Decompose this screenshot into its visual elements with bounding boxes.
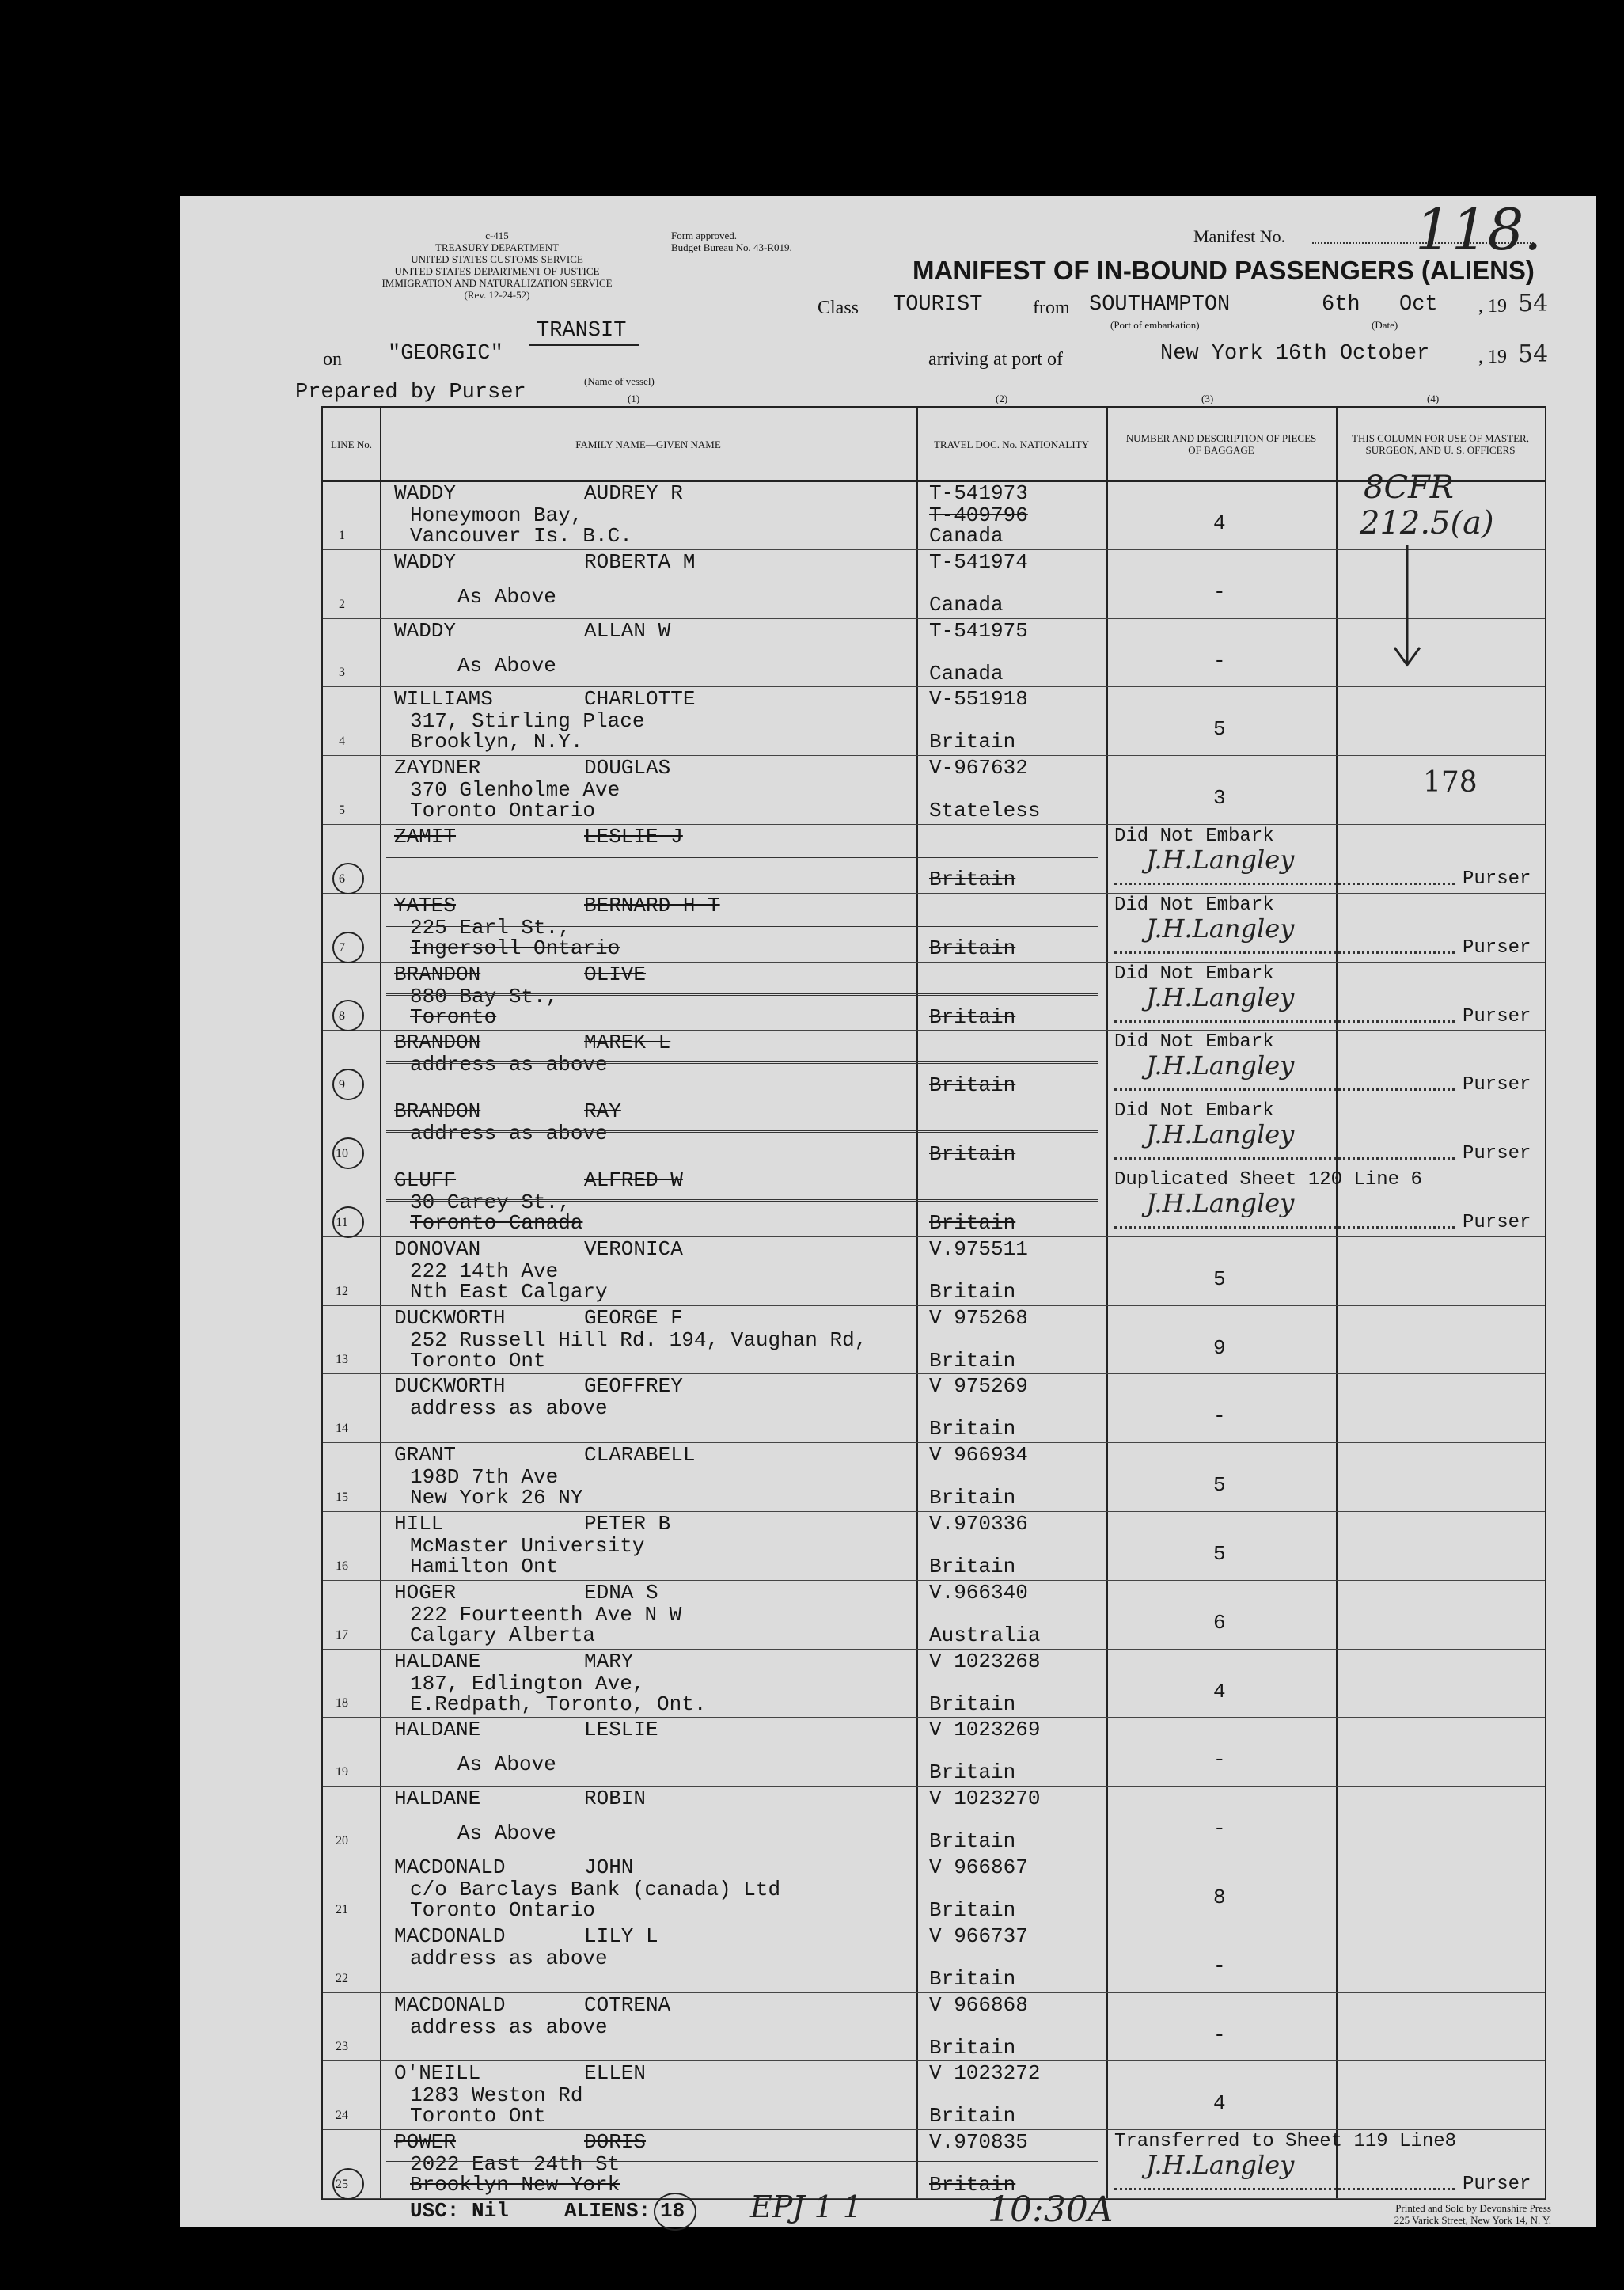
table-row bbox=[323, 1717, 1545, 1786]
approval-block bbox=[671, 230, 792, 253]
baggage-count: 9 bbox=[1213, 1335, 1226, 1360]
nationality: Australia bbox=[929, 1623, 1041, 1647]
family-name: DUCKWORTH bbox=[394, 1305, 506, 1330]
line-number: 10 bbox=[336, 1146, 348, 1160]
family-name: WILLIAMS bbox=[394, 687, 493, 712]
baggage-count: 4 bbox=[1213, 2091, 1226, 2116]
line-number: 3 bbox=[339, 666, 345, 680]
table-row bbox=[323, 1786, 1545, 1855]
travel-doc-number: T-541974 bbox=[929, 549, 1028, 574]
line-number: 8 bbox=[339, 1009, 345, 1023]
travel-doc-number: V 1023268 bbox=[929, 1649, 1041, 1673]
year-suffix: 54 bbox=[1518, 290, 1549, 317]
transit-underline bbox=[529, 344, 639, 346]
arriving-value: New York 16th October bbox=[1160, 342, 1430, 366]
date-month: Oct bbox=[1399, 293, 1438, 317]
dotted-leader bbox=[1114, 2188, 1455, 2190]
address-line-1: 1283 Weston Rd bbox=[410, 2083, 583, 2108]
line-number: 11 bbox=[336, 1215, 348, 1229]
given-name: JOHN bbox=[584, 1855, 634, 1879]
given-name: DORIS bbox=[584, 2130, 647, 2155]
nationality: Britain bbox=[929, 1898, 1016, 1922]
nationality: Britain bbox=[929, 2035, 1016, 2060]
address-line-1: 30 Carey St., bbox=[410, 1191, 571, 1214]
table-row bbox=[323, 1649, 1545, 1718]
baggage-count: 5 bbox=[1213, 717, 1226, 742]
address-line-1: address as above bbox=[410, 1122, 608, 1146]
class-label: Class bbox=[818, 298, 859, 318]
aliens-label: ALIENS: bbox=[564, 2199, 651, 2223]
baggage-remark: Transferred to Sheet 119 Line8 bbox=[1114, 2131, 1457, 2153]
address-line-2: Toronto bbox=[410, 1004, 497, 1029]
dotted-leader bbox=[1114, 1226, 1455, 1229]
address-line-1: address as above bbox=[410, 1396, 608, 1421]
address-line-1: Honeymoon Bay, bbox=[410, 503, 583, 527]
year-prefix: , 19 bbox=[1478, 296, 1507, 317]
nationality: Canada bbox=[929, 592, 1004, 617]
family-name: HALDANE bbox=[394, 1718, 481, 1742]
given-name: VERONICA bbox=[584, 1236, 683, 1261]
address-line-2: Hamilton Ont bbox=[410, 1555, 559, 1578]
address-line-1: 198D 7th Ave bbox=[410, 1465, 559, 1490]
purser-label: Purser bbox=[1463, 1005, 1531, 1027]
cancel-dashes bbox=[386, 1199, 1098, 1202]
family-name: GRANT bbox=[394, 1443, 457, 1468]
purser-label: Purser bbox=[1463, 1143, 1531, 1165]
vessel-name: "GEORGIC" bbox=[388, 342, 503, 366]
purser-signature: J.H.Langley bbox=[1146, 2150, 1295, 2181]
address-line-2: Brooklyn, N.Y. bbox=[410, 730, 583, 754]
table-row bbox=[323, 1030, 1545, 1099]
family-name: WADDY bbox=[394, 549, 457, 574]
budget-bureau: Budget Bureau No. 43-R019. bbox=[671, 241, 792, 253]
line-number: 24 bbox=[336, 2109, 348, 2123]
baggage-count: 4 bbox=[1213, 1679, 1226, 1703]
col-num-4: (4) bbox=[1427, 393, 1440, 404]
line-number: 15 bbox=[336, 1490, 348, 1504]
table-row bbox=[323, 1099, 1545, 1168]
nationality: Britain bbox=[929, 1486, 1016, 1510]
date-caption: (Date) bbox=[1372, 319, 1398, 331]
travel-doc-number: V 966934 bbox=[929, 1443, 1028, 1468]
table-row bbox=[323, 686, 1545, 755]
class-value: TOURIST bbox=[893, 293, 983, 317]
table-row bbox=[323, 1511, 1545, 1580]
family-name: O'NEILL bbox=[394, 2061, 481, 2086]
address-line-2: Nth East Calgary bbox=[410, 1279, 608, 1304]
table-row bbox=[323, 2129, 1545, 2198]
line-number: 17 bbox=[336, 1627, 348, 1642]
dotted-leader bbox=[1114, 883, 1455, 885]
line-number: 23 bbox=[336, 2040, 348, 2054]
arriving-label: arriving at port of bbox=[928, 349, 1063, 370]
given-name: OLIVE bbox=[584, 962, 647, 986]
form-revision: (Rev. 12-24-52) bbox=[464, 289, 530, 301]
usc-count: USC: Nil bbox=[410, 2199, 509, 2223]
given-name: LESLIE bbox=[584, 1718, 658, 1742]
col-header-name: FAMILY NAME—GIVEN NAME bbox=[575, 438, 721, 450]
purser-label: Purser bbox=[1463, 2174, 1531, 2196]
travel-doc-number: V-967632 bbox=[929, 756, 1028, 780]
given-name: MARY bbox=[584, 1649, 634, 1673]
address-line-2: As Above bbox=[457, 1821, 556, 1846]
travel-doc-number: V.975511 bbox=[929, 1236, 1028, 1261]
nationality: Britain bbox=[929, 1211, 1016, 1235]
from-value: SOUTHAMPTON bbox=[1089, 293, 1231, 317]
address-line-2: Vancouver Is. B.C. bbox=[410, 524, 632, 548]
given-name: ROBIN bbox=[584, 1787, 647, 1811]
given-name: GEOFFREY bbox=[584, 1374, 683, 1399]
address-line-2: New York 26 NY bbox=[410, 1486, 583, 1510]
on-label: on bbox=[323, 349, 342, 370]
travel-doc-number: V.970336 bbox=[929, 1512, 1028, 1536]
baggage-count: - bbox=[1213, 1954, 1226, 1978]
address-line-1: c/o Barclays Bank (canada) Ltd bbox=[410, 1878, 781, 1901]
dotted-leader bbox=[1114, 1157, 1455, 1160]
nationality: Britain bbox=[929, 730, 1016, 754]
stamp-time: 10:30A bbox=[988, 2189, 1114, 2230]
line-number: 16 bbox=[336, 1559, 348, 1573]
address-line-2: Calgary Alberta bbox=[410, 1623, 596, 1647]
family-name: ZAMIT bbox=[394, 825, 457, 849]
given-name: ALFRED W bbox=[584, 1168, 683, 1192]
address-line-1: 187, Edlington Ave, bbox=[410, 1671, 645, 1696]
arrow-annotation bbox=[1383, 545, 1431, 671]
family-name: HOGER bbox=[394, 1580, 457, 1605]
line-circle bbox=[332, 863, 364, 894]
nationality: Britain bbox=[929, 1417, 1016, 1441]
purser-signature: J.H.Langley bbox=[1146, 1188, 1295, 1218]
given-name: LESLIE J bbox=[584, 825, 683, 849]
printer-line-1: Printed and Sold by Devonshire Press bbox=[1395, 2202, 1551, 2214]
given-name: LILY L bbox=[584, 1924, 658, 1948]
address-line-1: 225 Earl St., bbox=[410, 915, 571, 940]
given-name: PETER B bbox=[584, 1512, 671, 1536]
line-number: 6 bbox=[339, 872, 345, 886]
family-name: DONOVAN bbox=[394, 1236, 481, 1261]
baggage-remark: Did Not Embark bbox=[1114, 894, 1274, 916]
baggage-remark: Did Not Embark bbox=[1114, 963, 1274, 985]
travel-doc-number: V 1023272 bbox=[929, 2061, 1041, 2086]
line-circle bbox=[332, 1000, 364, 1031]
table-row bbox=[323, 962, 1545, 1031]
address-line-1: 222 14th Ave bbox=[410, 1259, 559, 1283]
address-line-1: McMaster University bbox=[410, 1534, 645, 1558]
col-header-doc: TRAVEL DOC. No. NATIONALITY bbox=[933, 438, 1090, 450]
baggage-count: 3 bbox=[1213, 786, 1226, 811]
table-row bbox=[323, 893, 1545, 962]
line-number: 4 bbox=[339, 735, 345, 749]
address-line-2: As Above bbox=[457, 653, 556, 678]
prepared-by: Prepared by Purser bbox=[295, 381, 526, 404]
form-number: c-415 bbox=[485, 230, 509, 241]
nationality: Britain bbox=[929, 1760, 1016, 1785]
nationality: Britain bbox=[929, 1348, 1016, 1373]
cancel-dashes bbox=[386, 856, 1098, 858]
given-name: COTRENA bbox=[584, 1992, 671, 2017]
given-name: GEORGE F bbox=[584, 1305, 683, 1330]
baggage-remark: Did Not Embark bbox=[1114, 1031, 1274, 1054]
nationality: Canada bbox=[929, 661, 1004, 685]
manifest-label: Manifest No. bbox=[1193, 226, 1286, 246]
address-line-2: Brooklyn New York bbox=[410, 2173, 620, 2197]
year-suffix-2: 54 bbox=[1518, 340, 1549, 368]
address-line-2: Toronto Canada bbox=[410, 1211, 583, 1235]
year-prefix-2: , 19 bbox=[1478, 347, 1507, 367]
address-line-2: Toronto Ont bbox=[410, 2104, 546, 2129]
address-line-1: 222 Fourteenth Ave N W bbox=[410, 1602, 682, 1627]
printer-imprint bbox=[1288, 2202, 1551, 2226]
col-num-3: (3) bbox=[1201, 393, 1214, 404]
col-num-2: (2) bbox=[996, 393, 1008, 404]
address-line-1: address as above bbox=[410, 1053, 608, 1077]
baggage-count: - bbox=[1213, 648, 1226, 673]
table-row bbox=[323, 549, 1545, 618]
dept-customs: UNITED STATES CUSTOMS SERVICE bbox=[411, 253, 583, 265]
nationality: Canada bbox=[929, 524, 1004, 548]
nationality: Britain bbox=[929, 2173, 1016, 2197]
cancel-dashes bbox=[386, 2161, 1098, 2163]
vessel-caption: (Name of vessel) bbox=[584, 375, 655, 387]
purser-label: Purser bbox=[1463, 1212, 1531, 1233]
table-row bbox=[323, 1924, 1545, 1992]
purser-label: Purser bbox=[1463, 1074, 1531, 1096]
table-row bbox=[323, 618, 1545, 687]
nationality: Britain bbox=[929, 1829, 1016, 1854]
dotted-leader bbox=[1114, 1020, 1455, 1023]
family-name: BRANDON bbox=[394, 1031, 481, 1055]
address-line-2: Ingersoll Ontario bbox=[410, 936, 620, 960]
dept-justice: UNITED STATES DEPARTMENT OF JUSTICE bbox=[394, 265, 600, 277]
line-number: 19 bbox=[336, 1765, 348, 1779]
address-line-1: 317, Stirling Place bbox=[410, 709, 645, 734]
nationality: Britain bbox=[929, 1073, 1016, 1098]
dotted-leader bbox=[1114, 951, 1455, 954]
address-line-1: 880 Bay St., bbox=[410, 984, 559, 1008]
family-name: MACDONALD bbox=[394, 1855, 506, 1879]
address-line-1: 252 Russell Hill Rd. 194, Vaughan Rd, bbox=[410, 1327, 867, 1352]
line-number: 13 bbox=[336, 1353, 348, 1367]
agency-block bbox=[378, 230, 616, 301]
address-line-1: 370 Glenholme Ave bbox=[410, 778, 620, 803]
cancel-dashes bbox=[386, 993, 1098, 996]
given-name: ROBERTA M bbox=[584, 549, 696, 574]
embark-caption: (Port of embarkation) bbox=[1110, 319, 1200, 331]
given-name: CHARLOTTE bbox=[584, 687, 696, 712]
baggage-count: - bbox=[1213, 579, 1226, 604]
line-number: 14 bbox=[336, 1422, 348, 1436]
line-circle bbox=[332, 932, 364, 963]
manifest-sheet bbox=[180, 196, 1596, 2230]
table-row bbox=[323, 1236, 1545, 1305]
transit-label: TRANSIT bbox=[537, 319, 627, 343]
travel-doc-struck: T-409796 bbox=[929, 503, 1028, 527]
baggage-count: 5 bbox=[1213, 1267, 1226, 1291]
address-line-2: As Above bbox=[457, 584, 556, 609]
family-name: DUCKWORTH bbox=[394, 1374, 506, 1399]
dept-immigration: IMMIGRATION AND NATURALIZATION SERVICE bbox=[381, 277, 613, 289]
baggage-count: 4 bbox=[1213, 511, 1226, 535]
line-number: 1 bbox=[339, 528, 345, 542]
travel-doc-number: V.970835 bbox=[929, 2130, 1028, 2155]
nationality: Britain bbox=[929, 1004, 1016, 1029]
line-number: 20 bbox=[336, 1833, 348, 1848]
table-row bbox=[323, 1305, 1545, 1374]
col-header-baggage: NUMBER AND DESCRIPTION OF PIECES OF BAGGAGE bbox=[1125, 432, 1317, 456]
nationality: Britain bbox=[929, 1555, 1016, 1578]
cancel-dashes bbox=[386, 1130, 1098, 1133]
address-line-2: Toronto Ontario bbox=[410, 799, 596, 823]
line-circle bbox=[332, 1137, 364, 1169]
travel-doc-number: V 966737 bbox=[929, 1924, 1028, 1948]
family-name: BRANDON bbox=[394, 962, 481, 986]
given-name: ALLAN W bbox=[584, 618, 671, 643]
address-line-1: 2022 East 24th St bbox=[410, 2152, 620, 2177]
baggage-count: - bbox=[1213, 1817, 1226, 1841]
travel-doc-number: V 1023270 bbox=[929, 1787, 1041, 1811]
family-name: HILL bbox=[394, 1512, 444, 1536]
family-name: MACDONALD bbox=[394, 1924, 506, 1948]
table-row bbox=[323, 1855, 1545, 1924]
cancel-dashes bbox=[386, 1061, 1098, 1064]
line-number: 25 bbox=[336, 2177, 348, 2191]
dotted-leader bbox=[1114, 1088, 1455, 1091]
baggage-remark: Did Not Embark bbox=[1114, 826, 1274, 847]
cancel-dashes bbox=[386, 925, 1098, 927]
manifest-number: 118. bbox=[1415, 196, 1542, 263]
aliens-count: 18 bbox=[660, 2199, 685, 2223]
purser-signature: J.H.Langley bbox=[1146, 1050, 1295, 1081]
family-name: WADDY bbox=[394, 618, 457, 643]
travel-doc-number: V 975269 bbox=[929, 1374, 1028, 1399]
address-line-2: Toronto Ont bbox=[410, 1348, 546, 1373]
baggage-count: 5 bbox=[1213, 1542, 1226, 1566]
address-line-1: address as above bbox=[410, 1946, 608, 1970]
line-number: 9 bbox=[339, 1078, 345, 1092]
family-name: MACDONALD bbox=[394, 1992, 506, 2017]
line-circle bbox=[332, 2168, 364, 2200]
printer-line-2: 225 Varick Street, New York 14, N. Y. bbox=[1394, 2214, 1551, 2226]
baggage-count: 6 bbox=[1213, 1610, 1226, 1635]
travel-doc-number: T-541975 bbox=[929, 618, 1028, 643]
purser-label: Purser bbox=[1463, 936, 1531, 959]
col-header-line: LINE No. bbox=[331, 438, 372, 450]
table-row bbox=[323, 1580, 1545, 1649]
col-header-officers: THIS COLUMN FOR USE OF MASTER, SURGEON, AND U. S. OFFICERS bbox=[1352, 432, 1529, 456]
given-name: MAREK L bbox=[584, 1031, 671, 1055]
table-row bbox=[323, 1373, 1545, 1442]
table-row bbox=[323, 824, 1545, 893]
travel-doc-number: V 1023269 bbox=[929, 1718, 1041, 1742]
table-row bbox=[323, 2060, 1545, 2129]
nationality: Stateless bbox=[929, 799, 1041, 823]
family-name: HALDANE bbox=[394, 1787, 481, 1811]
travel-doc-number: V.966340 bbox=[929, 1580, 1028, 1605]
purser-label: Purser bbox=[1463, 868, 1531, 890]
given-name: EDNA S bbox=[584, 1580, 658, 1605]
date-day: 6th bbox=[1322, 293, 1360, 317]
table-row bbox=[323, 1992, 1545, 2061]
line-number: 22 bbox=[336, 1971, 348, 1985]
family-name: ZAYDNER bbox=[394, 756, 481, 780]
purser-signature: J.H.Langley bbox=[1146, 845, 1295, 875]
line-number: 18 bbox=[336, 1696, 348, 1711]
stamp-initials: EPJ 1 1 bbox=[750, 2189, 863, 2224]
from-label: from bbox=[1033, 298, 1070, 318]
passenger-table bbox=[321, 406, 1546, 2200]
baggage-count: - bbox=[1213, 2022, 1226, 2047]
line-number: 7 bbox=[339, 940, 345, 955]
travel-doc-number: V 966867 bbox=[929, 1855, 1028, 1879]
nationality: Britain bbox=[929, 936, 1016, 960]
family-name: HALDANE bbox=[394, 1649, 481, 1673]
given-name: CLARABELL bbox=[584, 1443, 696, 1468]
baggage-count: - bbox=[1213, 1748, 1226, 1772]
line-number: 12 bbox=[336, 1284, 348, 1298]
baggage-remark: Duplicated Sheet 120 Line 6 bbox=[1114, 1169, 1422, 1191]
col-num-1: (1) bbox=[628, 393, 640, 404]
dept-treasury: TREASURY DEPARTMENT bbox=[434, 241, 560, 253]
line-circle bbox=[332, 1069, 364, 1100]
line-number: 21 bbox=[336, 1902, 348, 1916]
cfr-annotation: 8CFR bbox=[1364, 469, 1454, 506]
baggage-count: 8 bbox=[1213, 1886, 1226, 1909]
address-line-2: Toronto Ontario bbox=[410, 1898, 596, 1922]
given-name: DOUGLAS bbox=[584, 756, 671, 780]
given-name: AUDREY R bbox=[584, 481, 683, 505]
page-title: MANIFEST OF IN-BOUND PASSENGERS (ALIENS) bbox=[913, 256, 1535, 285]
travel-doc-number: V 966868 bbox=[929, 1992, 1028, 2017]
given-name: BERNARD H T bbox=[584, 893, 720, 917]
baggage-remark: Did Not Embark bbox=[1114, 1100, 1274, 1122]
family-name: WADDY bbox=[394, 481, 457, 505]
number-178: 178 bbox=[1423, 766, 1478, 799]
purser-signature: J.H.Langley bbox=[1146, 1119, 1295, 1150]
given-name: ELLEN bbox=[584, 2061, 647, 2086]
cfr-annotation-2: 212.5(a) bbox=[1360, 505, 1494, 541]
family-name: POWER bbox=[394, 2130, 457, 2155]
table-row bbox=[323, 1168, 1545, 1236]
family-name: YATES bbox=[394, 893, 457, 917]
family-name: BRANDON bbox=[394, 1099, 481, 1124]
address-line-2: As Above bbox=[457, 1753, 556, 1777]
address-line-2: E.Redpath, Toronto, Ont. bbox=[410, 1692, 707, 1716]
purser-signature: J.H.Langley bbox=[1146, 913, 1295, 944]
travel-doc-number: V 975268 bbox=[929, 1305, 1028, 1330]
nationality: Britain bbox=[929, 868, 1016, 891]
line-circle bbox=[332, 1206, 364, 1238]
nationality: Britain bbox=[929, 1142, 1016, 1167]
line-number: 2 bbox=[339, 597, 345, 611]
purser-signature: J.H.Langley bbox=[1146, 982, 1295, 1012]
travel-doc-number: V-551918 bbox=[929, 687, 1028, 712]
form-approved: Form approved. bbox=[671, 230, 738, 241]
given-name: RAY bbox=[584, 1099, 621, 1124]
line-number: 5 bbox=[339, 803, 345, 817]
table-row bbox=[323, 1442, 1545, 1511]
nationality: Britain bbox=[929, 1966, 1016, 1991]
table-row bbox=[323, 755, 1545, 824]
nationality: Britain bbox=[929, 2104, 1016, 2129]
address-line-1: address as above bbox=[410, 2015, 608, 2039]
travel-doc-number: T-541973 bbox=[929, 481, 1028, 505]
nationality: Britain bbox=[929, 1692, 1016, 1716]
nationality: Britain bbox=[929, 1279, 1016, 1304]
baggage-count: 5 bbox=[1213, 1473, 1226, 1498]
family-name: GLUFF bbox=[394, 1168, 457, 1192]
baggage-count: - bbox=[1213, 1404, 1226, 1429]
